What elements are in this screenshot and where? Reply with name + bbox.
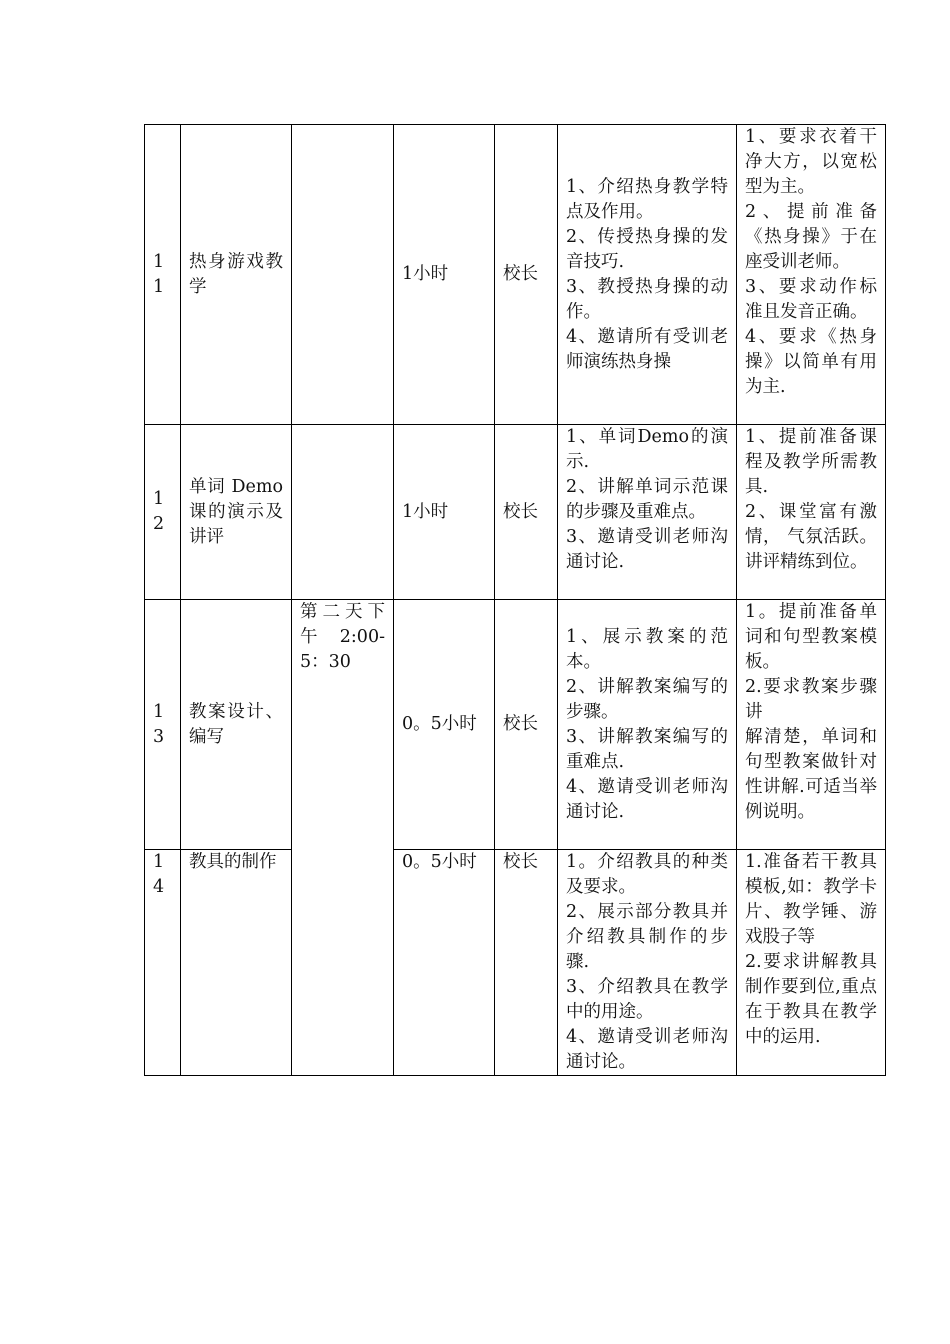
content-cell: 1、展示教案的范本。 2、讲解教案编写的步骤。 3、讲解教案编写的重难点. 4、邀请受训老师沟通讨论. — [558, 600, 737, 850]
row-number: 1 2 — [145, 425, 181, 600]
duration-cell: 1小时 — [394, 125, 495, 425]
duration-cell: 0。5小时 — [394, 600, 495, 850]
role-cell: 校长 — [495, 850, 558, 1076]
role-cell: 校长 — [495, 425, 558, 600]
table-row — [145, 425, 886, 600]
topic-cell: 教具的制作 — [181, 850, 292, 1076]
table-row — [145, 850, 886, 1076]
row-number: 1 1 — [145, 125, 181, 425]
content-cell: 1、介绍热身教学特点及作用。 2、传授热身操的发音技巧. 3、教授热身操的动作。 4、邀请所有受训老师演练热身操 — [558, 125, 737, 425]
content-cell: 1、单词Demo的演示. 2、讲解单词示范课的步骤及重难点。 3、邀请受训老师沟通讨论. — [558, 425, 737, 600]
row-number: 1 4 — [145, 850, 181, 1076]
role-cell: 校长 — [495, 600, 558, 850]
session-time-cell: 第二天下午 2:00-5：30 — [292, 600, 394, 1076]
row-number: 1 3 — [145, 600, 181, 850]
table-row — [145, 600, 886, 850]
content-cell: 1。介绍教具的种类及要求。 2、展示部分教具并介绍教具制作的步骤. 3、介绍教具在教学中的用途。 4、邀请受训老师沟通讨论。 — [558, 850, 737, 1076]
table-row — [145, 125, 886, 425]
duration-cell: 1小时 — [394, 425, 495, 600]
topic-cell: 单词 Demo 课的演示及讲评 — [181, 425, 292, 600]
duration-cell: 0。5小时 — [394, 850, 495, 1076]
topic-cell: 热身游戏教学 — [181, 125, 292, 425]
session-time-cell — [292, 125, 394, 425]
requirements-cell: 1、要求衣着干净大方，以宽松型为主。 2、提前准备《热身操》于在座受训老师。 3、要求动作标准且发音正确。 4、要求《热身操》以简单有用为主. — [737, 125, 886, 425]
requirements-cell: 1。提前准备单词和句型教案模板。 2.要求教案步骤讲 解清楚，单词和句型教案做针对性讲解.可适当举例说明。 — [737, 600, 886, 850]
role-cell: 校长 — [495, 125, 558, 425]
session-time-cell — [292, 425, 394, 600]
requirements-cell: 1、提前准备课程及教学所需教具. 2、课堂富有激情， 气氛活跃。讲评精练到位。 — [737, 425, 886, 600]
requirements-cell: 1.准备若干教具模板,如：教学卡片、教学锤、游戏股子等 2.要求讲解教具制作要到位,重点在于教具在教学中的运用. — [737, 850, 886, 1076]
topic-cell: 教案设计、编写 — [181, 600, 292, 850]
schedule-table — [144, 124, 886, 1076]
